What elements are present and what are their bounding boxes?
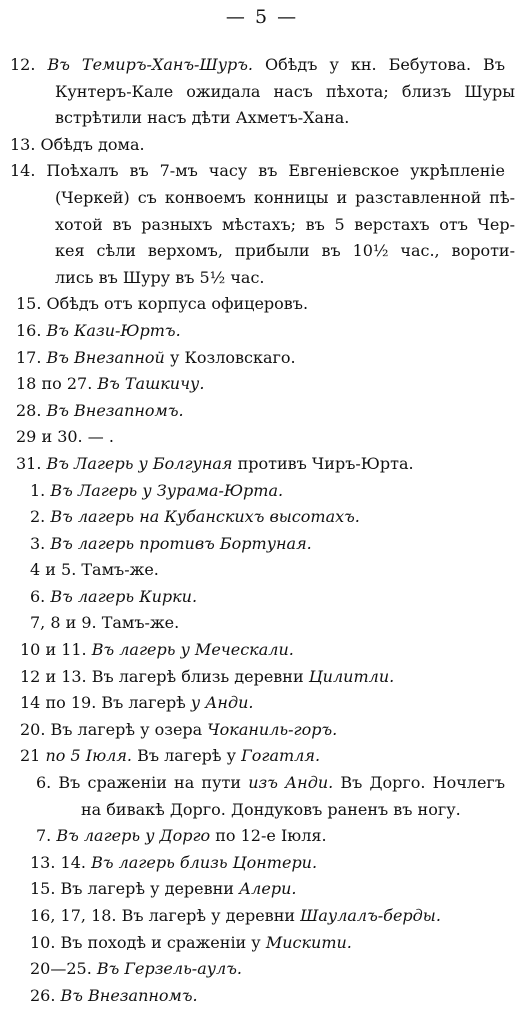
entry-line (36, 823, 524, 850)
place-name-text: Алери. (239, 879, 297, 899)
entry-line (10, 52, 505, 79)
entry-text: 16. (16, 320, 47, 340)
diary-entry (0, 158, 524, 291)
entry-text: 13. 14. (30, 852, 92, 872)
entry-line (10, 265, 515, 292)
place-name-text: Въ Кази-Юртъ. (46, 320, 181, 340)
diary-entries (0, 52, 524, 1009)
entry-text: противъ Чиръ-Юрта. (232, 453, 414, 473)
entry-line (30, 956, 524, 983)
entry-text: 17. (16, 347, 47, 367)
place-name-text: Въ лагерь у Дорго (56, 826, 211, 846)
diary-entry (0, 823, 524, 850)
diary-entry (0, 717, 524, 744)
entry-line (20, 743, 524, 770)
entry-text: 12 и 13. Въ лагерѣ близь деревни (20, 666, 309, 686)
place-name-text: Въ лагерь близь Цонтери. (91, 852, 318, 872)
entry-text: 1. (30, 480, 51, 500)
entry-line (16, 451, 524, 478)
entry-text: встрѣтили насъ дѣти Ахметъ-Хана. (55, 108, 350, 128)
entry-line (30, 850, 524, 877)
entry-text: 31. (16, 453, 47, 473)
entry-text: по 12-е Іюля. (210, 826, 327, 846)
entry-text: 12. (10, 55, 48, 74)
entry-text: хотой въ разныхъ мѣстахъ; въ 5 верстахъ отъ Чер- (55, 214, 515, 234)
entry-text: 14. Поѣхалъ въ 7-мъ часу въ Евгеніевское укрѣпленіе (10, 161, 505, 181)
entry-line (10, 185, 515, 212)
entry-line (36, 797, 524, 824)
entry-line (30, 610, 524, 637)
diary-entry (0, 398, 524, 425)
entry-line (16, 398, 524, 425)
entry-text: на бивакѣ Дорго. Дондуковъ раненъ въ ногу. (81, 799, 461, 819)
entry-text: 10. Въ походѣ и сраженіи у (30, 932, 266, 952)
place-name-text: изъ Анди. (248, 773, 334, 793)
entry-line (16, 318, 524, 345)
diary-entry (0, 451, 524, 478)
entry-text: кея сѣли верхомъ, прибыли въ 10½ час., вороти- (55, 241, 515, 261)
diary-entry (0, 557, 524, 584)
place-name-text: Гогатля. (241, 746, 321, 766)
entry-line (30, 557, 524, 584)
diary-entry (0, 850, 524, 877)
diary-entry (0, 132, 524, 159)
entry-line (36, 770, 505, 797)
entry-text: 4 и 5. Тамъ-же. (30, 560, 159, 580)
diary-entry (0, 983, 524, 1010)
diary-entry (0, 531, 524, 558)
entry-text: Обѣдъ у кн. Бебутова. Въ (253, 55, 505, 74)
diary-entry (0, 664, 524, 691)
entry-line (10, 105, 515, 132)
diary-entry (0, 610, 524, 637)
entry-text: 15. Обѣдъ отъ корпуса офицеровъ. (16, 294, 309, 314)
entry-text: лись въ Шуру въ 5½ час. (55, 267, 265, 287)
place-name-text: Въ Внезапной (46, 347, 165, 367)
entry-text: 7, 8 и 9. Тамъ-же. (30, 613, 180, 633)
entry-text: (Черкей) съ конвоемъ конницы и разставленной пѣ- (55, 187, 515, 207)
entry-text: 6. Въ сраженіи на пути (36, 773, 249, 793)
place-name-text: Въ лагерь Кирки. (50, 586, 198, 606)
place-name-text: Въ лагерь противъ Бортуная. (50, 533, 312, 553)
entry-line (30, 983, 524, 1010)
entry-line (10, 238, 515, 265)
place-name-text: Въ Ташкичу. (97, 374, 205, 394)
place-name-text: Въ лагерь на Кубанскихъ высотахъ. (50, 507, 360, 527)
entry-text: 6. (30, 586, 51, 606)
diary-entry (0, 291, 524, 318)
place-name-text: по 5 Іюля. (45, 746, 133, 766)
entry-line (20, 690, 524, 717)
entry-text: 16, 17, 18. Въ лагерѣ у деревни (30, 906, 301, 925)
entry-line (30, 876, 524, 903)
entry-text: 21 (20, 746, 46, 766)
entry-line (10, 158, 505, 185)
entry-line (30, 903, 524, 930)
entry-line (10, 79, 515, 106)
entry-line (20, 664, 524, 691)
entry-text: 14 по 19. Въ лагерѣ (20, 693, 191, 713)
diary-entry (0, 743, 524, 770)
diary-entry (0, 637, 524, 664)
diary-entry (0, 371, 524, 398)
diary-entry (0, 770, 524, 823)
page-number: — 5 — (225, 6, 299, 28)
entry-text: 26. (30, 985, 61, 1005)
entry-text: 2. (30, 507, 51, 527)
diary-entry (0, 52, 524, 132)
entry-line (10, 132, 524, 159)
place-name-text: Цилитли. (308, 666, 395, 686)
entry-line (16, 371, 524, 398)
diary-entry (0, 690, 524, 717)
entry-text: 20. Въ лагерѣ у озера (20, 719, 208, 739)
entry-text: 13. Обѣдъ дома. (10, 134, 145, 154)
entry-text: у Козловскаго. (164, 347, 296, 367)
entry-line (30, 478, 524, 505)
diary-entry (0, 478, 524, 505)
diary-entry (0, 504, 524, 531)
place-name-text: Въ Лагерь у Зурама-Юрта. (50, 480, 284, 500)
entry-line (30, 584, 524, 611)
place-name-text: Чоканиль-горъ. (207, 719, 338, 739)
diary-entry (0, 876, 524, 903)
entry-text: 20—25. (30, 959, 97, 979)
diary-entry (0, 956, 524, 983)
place-name-text: Въ Внезапномъ. (46, 400, 184, 420)
entry-text: 29 и 30. — . (16, 427, 114, 447)
diary-entry (0, 930, 524, 957)
entry-line (10, 212, 515, 239)
place-name-text: Въ Лагерь у Болгуная (46, 453, 233, 473)
entry-line (16, 424, 524, 451)
entry-text: 28. (16, 400, 47, 420)
diary-entry (0, 318, 524, 345)
diary-entry (0, 424, 524, 451)
place-name-text: Въ Темиръ-Ханъ-Шуръ. (47, 55, 253, 74)
place-name-text: у Анди. (190, 693, 254, 713)
entry-text: 3. (30, 533, 51, 553)
entry-text: 15. Въ лагерѣ у деревни (30, 879, 240, 899)
entry-line (20, 637, 524, 664)
place-name-text: Въ Герзель-аулъ. (96, 959, 242, 979)
entry-line (30, 504, 524, 531)
place-name-text: Мискити. (265, 932, 352, 952)
place-name-text: Шаулалъ-берды. (300, 906, 441, 925)
entry-line (30, 531, 524, 558)
entry-line (20, 717, 524, 744)
diary-entry (0, 584, 524, 611)
diary-entry (0, 903, 524, 930)
place-name-text: Въ Внезапномъ. (60, 985, 198, 1005)
entry-text: Въ Дорго. Ночлегъ (333, 773, 505, 793)
entry-text: 7. (36, 826, 57, 846)
entry-line (16, 291, 524, 318)
diary-entry (0, 345, 524, 372)
entry-text: Въ лагерѣ у (132, 746, 242, 766)
entry-text: Кунтеръ-Кале ожидала насъ пѣхота; близъ Шуры (55, 81, 515, 101)
entry-text: 10 и 11. (20, 640, 92, 660)
place-name-text: Въ лагерь у Меческали. (91, 640, 294, 660)
entry-text: 18 по 27. (16, 374, 98, 394)
entry-line (16, 345, 524, 372)
entry-line (30, 930, 524, 957)
